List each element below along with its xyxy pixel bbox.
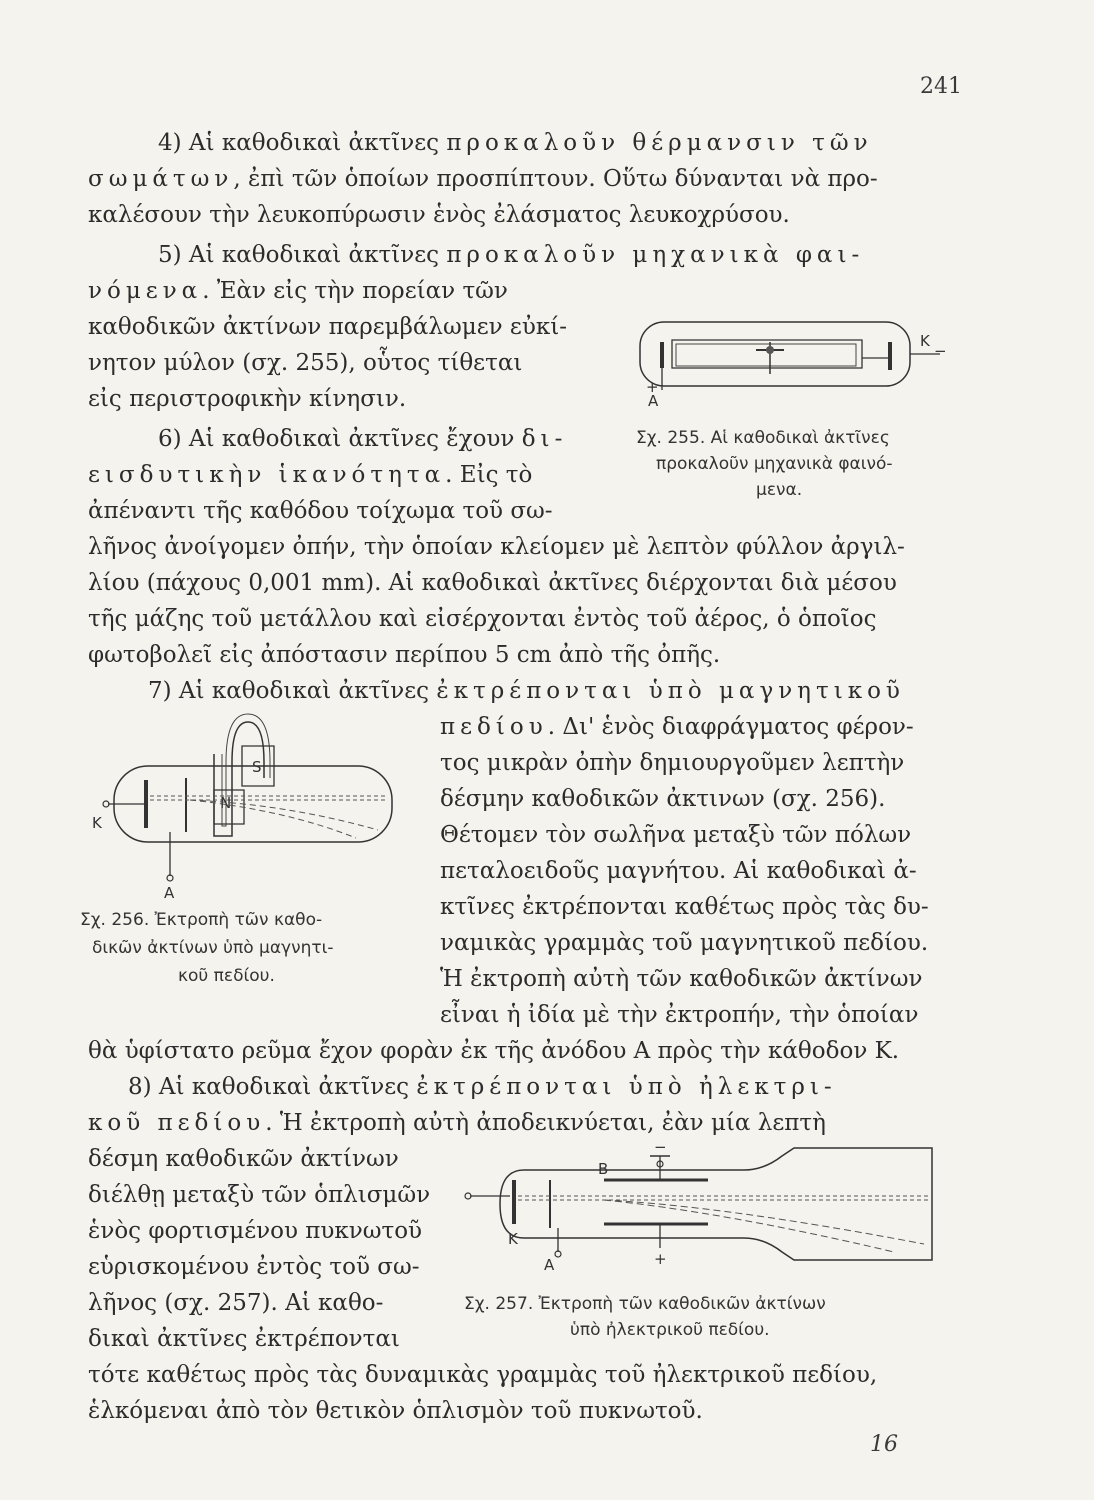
p4-line-2-b: , ἐπὶ τῶν ὁποίων προσπίπτουν. Οὕτω δύνανται νὰ προ- [233,166,878,192]
fig255-label-plus: + [646,378,659,396]
p6-line-5: λίου (πάχους 0,001 mm). Αἱ καθοδικαὶ ἀκτῖνες διέρχονται διὰ μέσου [88,570,897,596]
fig256-caption-line-1: Σχ. 256. Ἐκτροπὴ τῶν καθο- [80,910,323,930]
p7-line-4: δέσμην καθοδικῶν ἀκτινων (σχ. 256). [440,786,886,812]
p7-line-5: Θέτομεν τὸν σωλῆνα μεταξὺ τῶν πόλων [440,822,912,848]
fig257-caption-line-1: Σχ. 257. Ἐκτροπὴ τῶν καθοδικῶν ἀκτίνων [464,1294,826,1314]
p6-line-6: τῆς μάζης τοῦ μετάλλου καὶ εἰσέρχονται ἐντὸς τοῦ ἀέρος, ὁ ὁποῖος [88,606,877,632]
p6-line-1 [158,424,567,454]
p5-line-4: νητον μύλον (σχ. 255), οὗτος τίθεται [88,350,523,376]
p8-line-1-spaced: ἐκτρέπονται ὑπὸ ἠλεκτρι- [416,1074,837,1100]
p7-line-11: θὰ ὑφίστατο ρεῦμα ἔχον φορὰν ἐκ τῆς ἀνόδου Α πρὸς τὴν κάθοδον Κ. [88,1038,900,1064]
p7-line-8: ναμικὰς γραμμὰς τοῦ μαγνητικοῦ πεδίου. [440,930,929,956]
p6-line-2-b: . Εἰς τὸ [445,462,533,488]
p7-line-1-spaced: ἐκτρέπονται ὑπὸ μαγνητικοῦ [436,678,905,704]
p4-line-2 [88,164,878,194]
fig255-label-minus: − [934,342,947,360]
p8-line-2-spaced: κοῦ πεδίου [88,1110,266,1136]
p8-line-8: δικαὶ ἀκτῖνες ἐκτρέπονται [88,1326,400,1352]
fig256-caption-line-2: δικῶν ἀκτίνων ὑπὸ μαγνητι- [92,938,334,958]
p5-line-5: εἰς περιστροφικὴν κίνησιν. [88,386,407,412]
fig257-label-plus: + [654,1250,667,1268]
fig256-label-a: A [164,884,175,902]
figure-257-electric-deflection [464,1138,944,1274]
signature-number: 16 [870,1432,898,1457]
p7-line-2-spaced: πεδίου [440,714,548,740]
figure-256-magnetic-deflection [86,700,406,900]
p8-line-9: τότε καθέτως πρὸς τὰς δυναμικὰς γραμμὰς τοῦ ἠλεκτρικοῦ πεδίου, [88,1362,878,1388]
p8-line-1 [128,1072,837,1102]
p8-line-1-a: 8) Αἱ καθοδικαὶ ἀκτῖνες [128,1074,417,1100]
p4-line-3: καλέσουν τὴν λευκοπύρωσιν ἑνὸς ἐλάσματος λευκοχρύσου. [88,202,790,228]
fig255-caption-line-1: Σχ. 255. Αἱ καθοδικαὶ ἀκτῖνες [636,428,890,448]
fig256-label-s: S [252,758,262,776]
p6-line-3: ἀπέναντι τῆς καθόδου τοίχωμα τοῦ σω- [88,498,553,524]
fig257-label-a: A [544,1256,555,1274]
p8-line-3: δέσμη καθοδικῶν ἀκτίνων [88,1146,399,1172]
p7-line-3: τος μικρὰν ὀπὴν δημιουργοῦμεν λεπτὴν [440,750,905,776]
p6-line-2-spaced: εισδυτικὴν ἱκανότητα [88,462,446,488]
fig256-caption-line-3: κοῦ πεδίου. [178,966,275,986]
p4-line-1-a: 4) Αἱ καθοδικαὶ ἀκτῖνες [158,130,447,156]
fig256-label-n: N [220,794,232,812]
p5-line-1-spaced: προκαλοῦν μηχανικὰ φαι- [446,242,865,268]
p6-line-2 [88,460,532,490]
p4-line-1 [158,128,873,158]
p5-line-1 [158,240,864,270]
p7-line-6: πεταλοειδοῦς μαγνήτου. Αἱ καθοδικαὶ ἀ- [440,858,917,884]
fig255-label-k: K [920,332,930,350]
figure-255-tube-with-paddle-wheel [628,312,968,412]
fig257-label-k: K [508,1230,518,1248]
p8-line-2-b: . Ἡ ἐκτροπὴ αὐτὴ ἀποδεικνύεται, ἐὰν μία λεπτὴ [265,1110,826,1136]
page-number: 241 [920,74,962,99]
p5-line-2-spaced: νόμενα [88,278,203,304]
p4-line-1-spaced: προκαλοῦν θέρμανσιν τῶν [446,130,873,156]
p8-line-2 [88,1108,826,1138]
p8-line-5: ἑνὸς φορτισμένου πυκνωτοῦ [88,1218,423,1244]
fig255-caption-line-2: προκαλοῦν μηχανικὰ φαινό- [656,454,893,474]
p4-line-2-spaced: σωμάτων [88,166,234,192]
p6-line-1-a: 6) Αἱ καθοδικαὶ ἀκτῖνες ἔχουν [158,426,522,452]
p6-line-1-spaced: δι- [521,426,568,452]
p5-line-2 [88,276,508,306]
p6-line-7: φωτοβολεῖ εἰς ἀπόστασιν περίπου 5 cm ἀπὸ τῆς ὀπῆς. [88,642,721,668]
p8-line-4: διέλθῃ μεταξὺ τῶν ὁπλισμῶν [88,1182,431,1208]
p7-line-10: εἶναι ἡ ἰδία μὲ τὴν ἐκτροπήν, τὴν ὁποίαν [440,1002,919,1028]
p5-line-3: καθοδικῶν ἀκτίνων παρεμβάλωμεν εὐκί- [88,314,567,340]
p6-line-4: λῆνος ἀνοίγομεν ὀπήν, τὴν ὁποίαν κλείομεν μὲ λεπτὸν φύλλον ἀργιλ- [88,534,905,560]
fig256-label-k: K [92,814,102,832]
p7-line-1-a: 7) Αἱ καθοδικαὶ ἀκτῖνες [148,678,437,704]
p7-line-2 [440,712,914,742]
p5-line-1-a: 5) Αἱ καθοδικαὶ ἀκτῖνες [158,242,447,268]
fig257-caption-line-2: ὑπὸ ἠλεκτρικοῦ πεδίου. [570,1320,770,1340]
p5-line-2-b: . Ἐὰν εἰς τὴν πορείαν τῶν [202,278,508,304]
fig257-label-minus: − [654,1138,667,1156]
p7-line-7: κτῖνες ἐκτρέπονται καθέτως πρὸς τὰς δυ- [440,894,929,920]
fig255-caption-line-3: μενα. [756,480,803,500]
fig255-label-a: A [648,392,659,410]
p8-line-6: εὑρισκομένου ἐντὸς τοῦ σω- [88,1254,420,1280]
p7-line-2-b: . Δι' ἑνὸς διαφράγματος φέρον- [547,714,914,740]
p8-line-7: λῆνος (σχ. 257). Αἱ καθο- [88,1290,384,1316]
fig257-label-b: B [598,1160,609,1178]
p8-line-10: ἑλκόμεναι ἀπὸ τὸν θετικὸν ὁπλισμὸν τοῦ πυκνωτοῦ. [88,1398,703,1424]
p7-line-9: Ἡ ἐκτροπὴ αὐτὴ τῶν καθοδικῶν ἀκτίνων [440,966,923,992]
